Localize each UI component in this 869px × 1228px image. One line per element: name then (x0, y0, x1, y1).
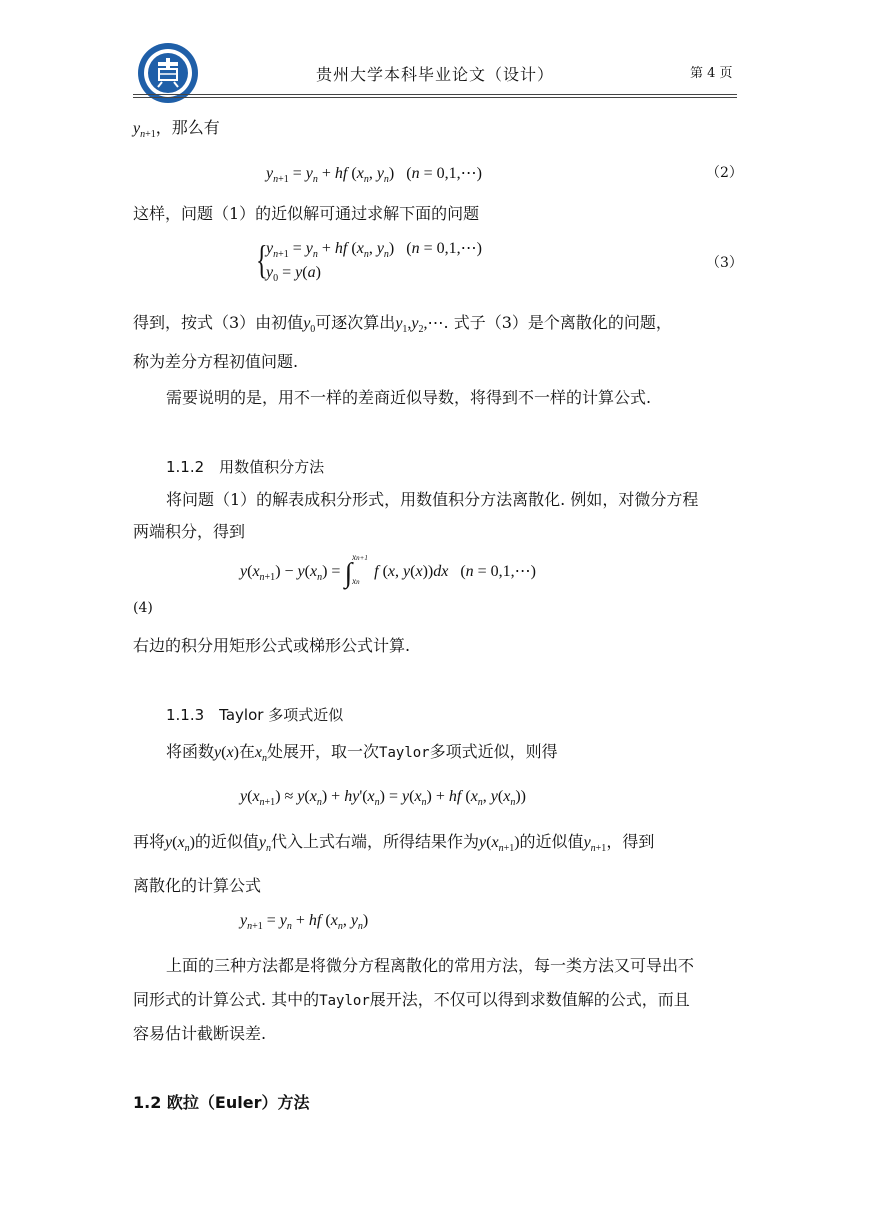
text-line: 再将$y(x_n)$的近似值$y_n$代入上式右端，所得结果作为$y(x_{n+1})$的近似值$y_{n+1}$，得到 (133, 832, 655, 854)
header-title: 贵州大学本科毕业论文（设计） (316, 65, 555, 84)
text-line: 将问题（1）的解表成积分形式，用数值积分方法离散化. 例如，对微分方程 (166, 490, 699, 509)
section-heading: 1.2 欧拉（Euler）方法 (133, 1093, 310, 1112)
section-heading: 1.1.3 Taylor 多项式近似 (166, 706, 344, 724)
page-number: 第 4 页 (690, 66, 733, 81)
equation-number: （2） (706, 165, 743, 181)
equation-number: (4) (133, 600, 153, 616)
text-line: 得到，按式（3）由初值$y_0$可逐次算出$y_1,y_2,\cdots$. 式子（3）是个离散化的问题， (133, 313, 672, 335)
brace: { (256, 237, 268, 282)
text-line: 这样，问题（1）的近似解可通过求解下面的问题 (133, 204, 480, 223)
equation-taylor: $y(x_{n+1}) \approx y(x_n) + hy'(x_n) = y(x_n)$ + hf ($x_n$, $y(x_n)$) (240, 788, 526, 808)
text-line: 两端积分，得到 (133, 522, 246, 541)
text-line: 将函数y(x)在$x_n$处展开，取一次Taylor多项式近似，则得 (166, 742, 558, 764)
text-line: 上面的三种方法都是将微分方程离散化的常用方法，每一类方法又可导出不 (166, 956, 695, 975)
text-line: $y_{n+1}$，那么有 (133, 118, 220, 140)
equation-integral: $y(x_{n+1}) - y(x_n)$ = ∫ xn+1 xn f (x, y(x))dx (n = 0,1,⋯) (240, 552, 537, 589)
text-line: 离散化的计算公式 (133, 876, 262, 895)
text-line: 称为差分方程初值问题. (133, 352, 299, 371)
header-rule-thin (133, 97, 737, 98)
section-heading: 1.1.2 用数值积分方法 (166, 458, 325, 476)
equation-number: （3） (706, 255, 743, 271)
header-rule (133, 94, 737, 95)
text-line: 同形式的计算公式. 其中的Taylor展开法，不仅可以得到求数值解的公式，而且 (133, 990, 690, 1009)
text-line: 容易估计截断误差. (133, 1024, 267, 1043)
equation-2: $y_{n+1} = y_n$ + hf ($x_n$, $y_n$) (n = 0,1,⋯) (266, 165, 482, 185)
equation-euler: $y_{n+1} = y_n$ + hf ($x_n$, $y_n$) (240, 912, 369, 932)
text-line: 右边的积分用矩形公式或梯形公式计算. (133, 636, 411, 655)
equation-3: { $y_{n+1} = y_n$ + hf ($x_n$, $y_n$) (n = 0,1,⋯) $y_0 = y(a)$ (256, 237, 482, 284)
text-line: 需要说明的是，用不一样的差商近似导数，将得到不一样的计算公式. (166, 388, 652, 407)
